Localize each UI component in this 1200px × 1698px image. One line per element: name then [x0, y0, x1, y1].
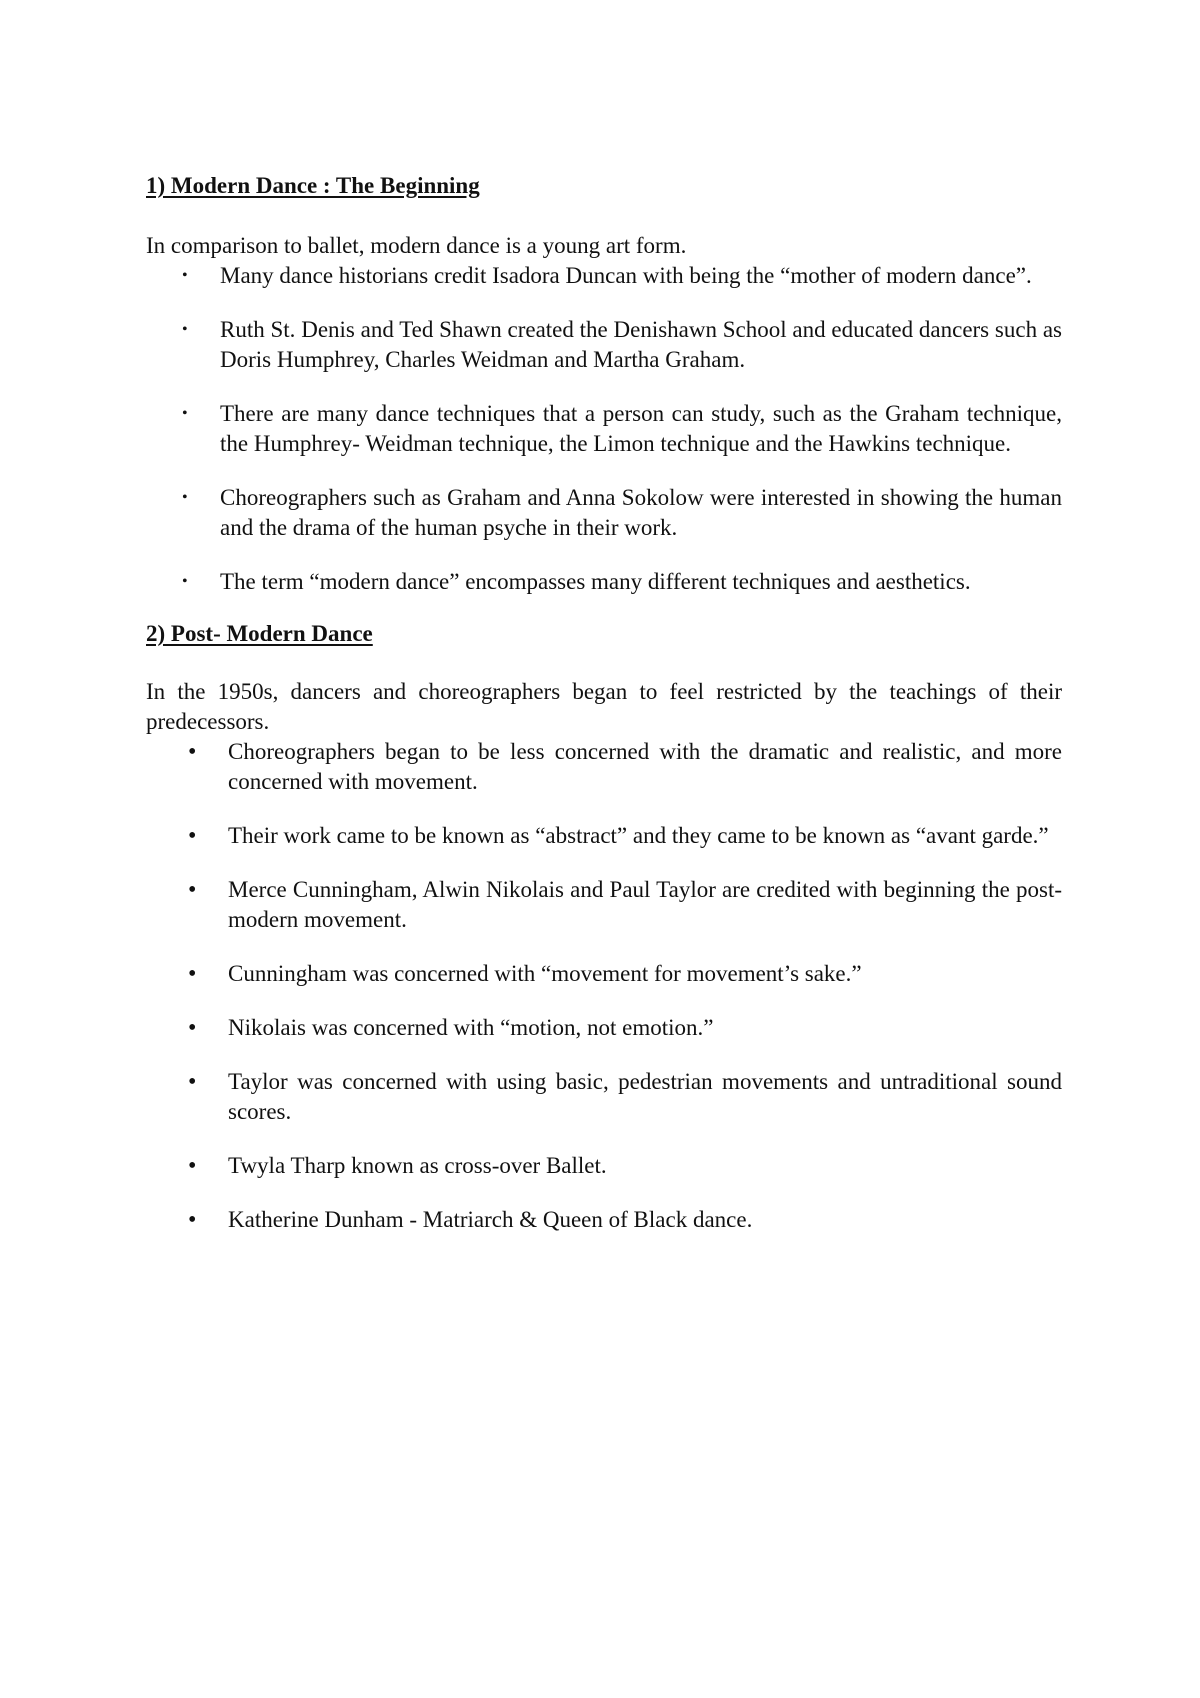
list-item-text: The term “modern dance” encompasses many different techniques and aesthetics. [220, 569, 971, 594]
list-item [146, 1151, 1062, 1181]
bullet-icon: • [188, 823, 197, 849]
bullet-icon: • [188, 961, 197, 987]
list-item-text: Choreographers began to be less concerned with the dramatic and realistic, and more concerned with movement. [228, 739, 1062, 794]
bullet-icon: • [182, 267, 188, 284]
section-2-intro: In the 1950s, dancers and choreographers began to feel restricted by the teachings of their predecessors. [146, 679, 1062, 734]
list-item [146, 875, 1062, 935]
list-item-text: There are many dance techniques that a person can study, such as the Graham technique, the Humphrey- Weidman technique, the Limon technique and the Hawkins technique. [220, 401, 1062, 456]
list-item-text: Their work came to be known as “abstract” and they came to be known as “avant garde.” [228, 823, 1049, 848]
list-item-text: Katherine Dunham - Matriarch & Queen of Black dance. [228, 1207, 753, 1232]
bullet-icon: • [182, 405, 188, 422]
section-2-heading: 2) Post- Modern Dance [146, 621, 373, 646]
list-item-text: Nikolais was concerned with “motion, not emotion.” [228, 1015, 714, 1040]
bullet-icon: • [182, 489, 188, 506]
list-item [146, 821, 1062, 851]
list-item [146, 399, 1062, 459]
list-item [146, 1013, 1062, 1043]
bullet-icon: • [182, 321, 188, 338]
list-item-text: Ruth St. Denis and Ted Shawn created the Denishawn School and educated dancers such as Doris Humphrey, Charles Weidman and Martha Graham. [220, 317, 1062, 372]
list-item-text: Cunningham was concerned with “movement for movement’s sake.” [228, 961, 862, 986]
list-item-text: Choreographers such as Graham and Anna Sokolow were interested in showing the human and the drama of the human psyche in their work. [220, 485, 1062, 540]
list-item [146, 1067, 1062, 1127]
list-item [146, 483, 1062, 543]
bullet-icon: • [188, 739, 197, 765]
list-item [146, 261, 1062, 291]
bullet-icon: • [188, 877, 197, 903]
section-2-bullet-list [146, 737, 1062, 1235]
list-item [146, 737, 1062, 797]
section-1-heading: 1) Modern Dance : The Beginning [146, 173, 480, 198]
section-1-bullet-list [146, 261, 1062, 597]
list-item-text: Taylor was concerned with using basic, pedestrian movements and untraditional sound scores. [228, 1069, 1062, 1124]
list-item-text: Merce Cunningham, Alwin Nikolais and Paul Taylor are credited with beginning the post-modern movement. [228, 877, 1062, 932]
document-body [146, 171, 1062, 1259]
list-item [146, 315, 1062, 375]
list-item [146, 1205, 1062, 1235]
list-item-text: Many dance historians credit Isadora Duncan with being the “mother of modern dance”. [220, 263, 1032, 288]
bullet-icon: • [188, 1015, 197, 1041]
bullet-icon: • [188, 1207, 197, 1233]
list-item-text: Twyla Tharp known as cross-over Ballet. [228, 1153, 607, 1178]
section-1-intro: In comparison to ballet, modern dance is a young art form. [146, 233, 687, 258]
bullet-icon: • [188, 1153, 197, 1179]
list-item [146, 567, 1062, 597]
list-item [146, 959, 1062, 989]
bullet-icon: • [182, 573, 188, 590]
bullet-icon: • [188, 1069, 197, 1095]
